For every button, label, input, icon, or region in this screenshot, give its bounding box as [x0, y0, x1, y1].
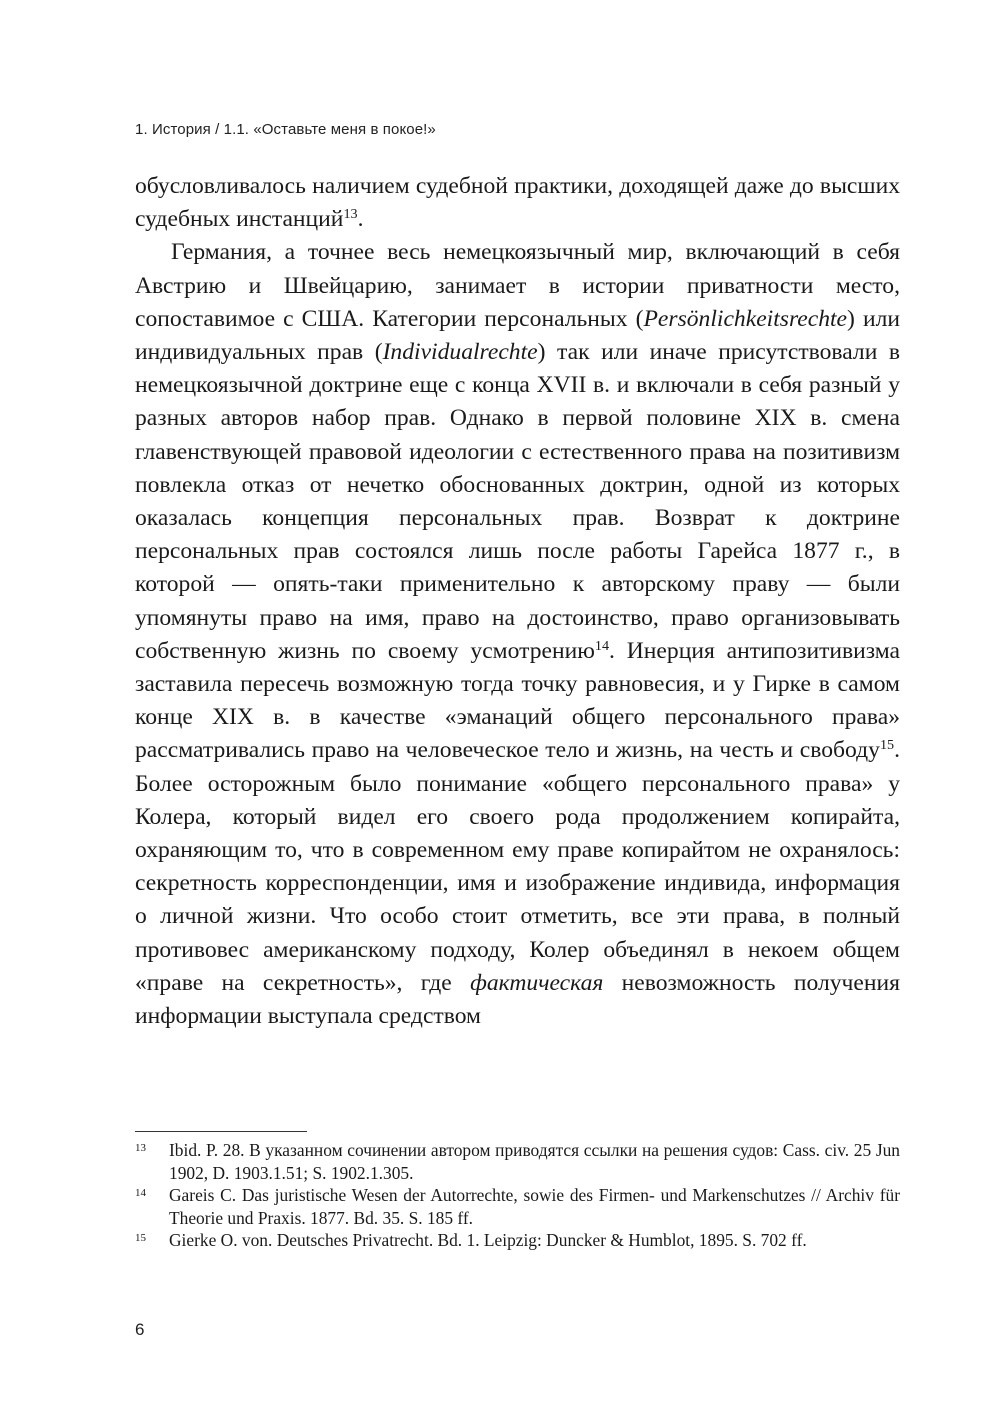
footnote-number: 15: [135, 1232, 146, 1245]
footnote-15: [135, 1229, 900, 1252]
footnote-14: [135, 1184, 900, 1229]
running-head: 1. История / 1.1. «Оставьте меня в покое!»: [135, 121, 436, 138]
paragraph-2-segment-4: . Инерция антипозитивизма заставила пересечь возможную тогда точку равновесия, и у Гирке в самом конце XIX в. в качестве «эманаций общего персонального права» рассматривались право на человеческое тело и жизнь, на честь и свободу: [135, 637, 900, 764]
emphasis-word: фактическая: [470, 969, 604, 996]
footnote-text: Gareis C. Das juristische Wesen der Autorrechte, sowie des Firmen- und Markenschutzes // Archiv für Theorie und Praxis. 1877. Bd. 35. S. 185 ff.: [169, 1185, 900, 1228]
paragraph-2-segment-5: . Более осторожным было понимание «общего персонального права» у Колера, который видел его своего рода продолжением копирайта, охраняющим то, что в современном ему праве копирайтом не охранялось: секретность корреспонденции, имя и изображение индивида, информация о личной жизни. Что особо стоит отметить, все эти права, в полный противовес американскому подходу, Колер объединял в некоем общем «праве на секретность», где: [135, 737, 900, 996]
main-text: [135, 170, 900, 1033]
footnote-divider: [135, 1131, 307, 1132]
paragraph-2-segment-3: ) так или иначе присутствовали в немецкоязычной доктрине еще с конца XVII в. и включали в себя разный у разных авторов набор прав. Однако в первой половине XIX в. смена главенствующей правовой идеологии с естественного права на позитивизм повлекла отказ от нечетко обоснованных доктрин, одной из которых оказалась концепция персональных прав. Возврат к доктрине персональных прав состоялся лишь после работы Гарейса 1877 г., в которой — опять-таки применительно к авторскому праву — были упомянуты право на имя, право на достоинство, право организовывать собственную жизнь по своему усмотрению: [135, 339, 900, 664]
footnote-ref-15[interactable]: 15: [879, 737, 895, 754]
term-persoenlichkeitsrechte: Persönlichkeitsrechte: [643, 305, 848, 332]
footnote-text: Ibid. P. 28. В указанном сочинении автором приводятся ссылки на решения судов: Cass. civ. 25 Jun 1902, D. 1903.1.51; S. 1902.1.305.: [169, 1140, 900, 1183]
footnote-ref-13[interactable]: 13: [343, 206, 358, 223]
paragraph-2-segment-1: Германия, а точнее весь немецкоязычный мир, включающий в себя Австрию и Швейцарию, занимает в истории приватности место, сопоставимое с США. Категории персональных (: [135, 239, 900, 332]
footnotes: [135, 1139, 900, 1252]
paragraph-1-end: .: [357, 206, 364, 233]
paragraph-1-text: обусловливалось наличием судебной практики, доходящей даже до высших судебных инстанций: [135, 173, 900, 233]
page-number: 6: [135, 1320, 145, 1339]
footnote-number: 14: [135, 1187, 146, 1200]
footnote-number: 13: [135, 1142, 146, 1154]
paragraph-2-segment-2: ) или индивидуальных прав (: [135, 305, 900, 366]
footnote-ref-14[interactable]: 14: [594, 638, 610, 655]
paragraph-1: [135, 170, 900, 236]
term-individualrechte: Individualrechte: [382, 339, 538, 366]
paragraph-2: [135, 236, 900, 1033]
footnote-text: Gierke O. von. Deutsches Privatrecht. Bd. 1. Leipzig: Duncker & Humblot, 1895. S. 702 ff.: [169, 1230, 807, 1251]
paragraph-2-segment-6: невозможность получения информации выступала средством: [135, 969, 900, 1030]
footnote-13: [135, 1139, 900, 1184]
